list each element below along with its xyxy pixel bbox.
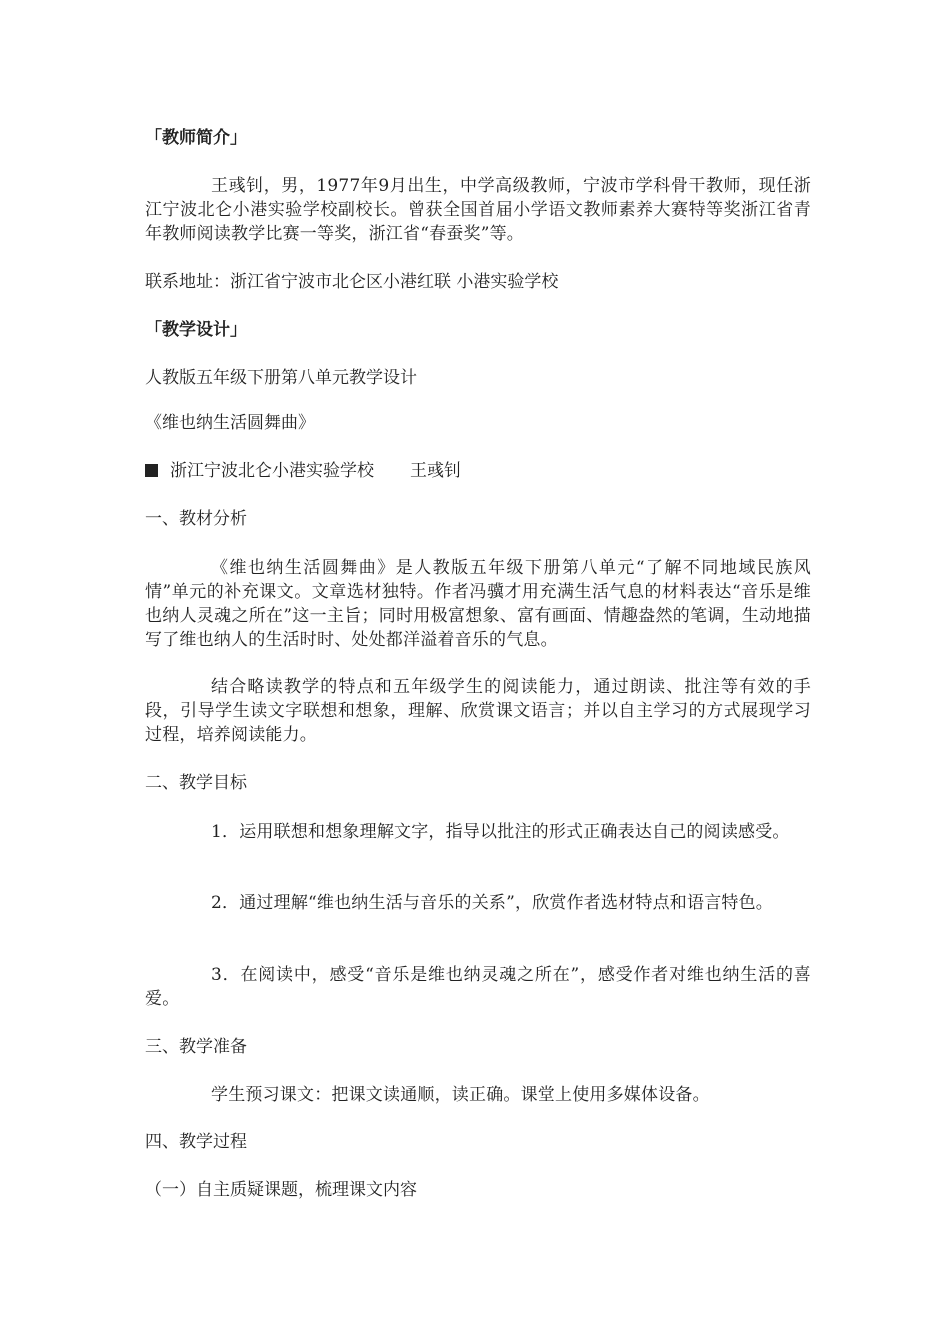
- section-process-title: 四、教学过程: [145, 1132, 247, 1152]
- analysis-paragraph-1: 《维也纳生活圆舞曲》是人教版五年级下册第八单元“了解不同地域民族风情”单元的补充课文。文章选材独特。作者冯骥才用充满生活气息的材料表达“音乐是维也纳人灵魂之所在”这一主旨；同时用极富想象、富有画面、情趣盎然的笔调，生动地描写了维也纳人的生活时时、处处都洋溢着音乐的气息。: [145, 558, 811, 650]
- design-heading: 「教学设计」: [145, 320, 247, 340]
- lesson-title: 《维也纳生活圆舞曲》: [145, 413, 315, 433]
- contact-address: 联系地址：浙江省宁波市北仑区小港红联 小港实验学校: [145, 272, 559, 292]
- bullet-square-icon: [145, 464, 158, 477]
- prep-text: 学生预习课文：把课文读通顺，读正确。课堂上使用多媒体设备。: [211, 1085, 710, 1105]
- school-name: 浙江宁波北仑小港实验学校: [170, 461, 374, 481]
- goal-item-3: 3．在阅读中，感受“音乐是维也纳灵魂之所在”，感受作者对维也纳生活的喜爱。: [145, 965, 811, 1009]
- section-goals-title: 二、教学目标: [145, 773, 247, 793]
- author-name: 王彧钊: [410, 461, 461, 481]
- section-analysis-title: 一、教材分析: [145, 509, 247, 529]
- teacher-bio: 王彧钊，男，1977年9月出生，中学高级教师，宁波市学科骨干教师，现任浙江宁波北仑小港实验学校副校长。曾获全国首届小学语文教师素养大赛特等奖浙江省青年教师阅读教学比赛一等奖，浙江省“春蚕奖”等。: [145, 176, 811, 244]
- goal-item-1: 1．运用联想和想象理解文字，指导以批注的形式正确表达自己的阅读感受。: [211, 822, 790, 842]
- author-line: [145, 459, 815, 483]
- process-step-1: （一）自主质疑课题，梳理课文内容: [145, 1180, 417, 1200]
- goal-item-2: 2．通过理解“维也纳生活与音乐的关系”，欣赏作者选材特点和语言特色。: [211, 893, 773, 913]
- design-subtitle: 人教版五年级下册第八单元教学设计: [145, 368, 417, 388]
- section-prep-title: 三、教学准备: [145, 1037, 247, 1057]
- analysis-paragraph-2: 结合略读教学的特点和五年级学生的阅读能力，通过朗读、批注等有效的手段，引导学生读文字联想和想象，理解、欣赏课文语言；并以自主学习的方式展现学习过程，培养阅读能力。: [145, 677, 811, 745]
- teacher-intro-heading: 「教师简介」: [145, 128, 247, 148]
